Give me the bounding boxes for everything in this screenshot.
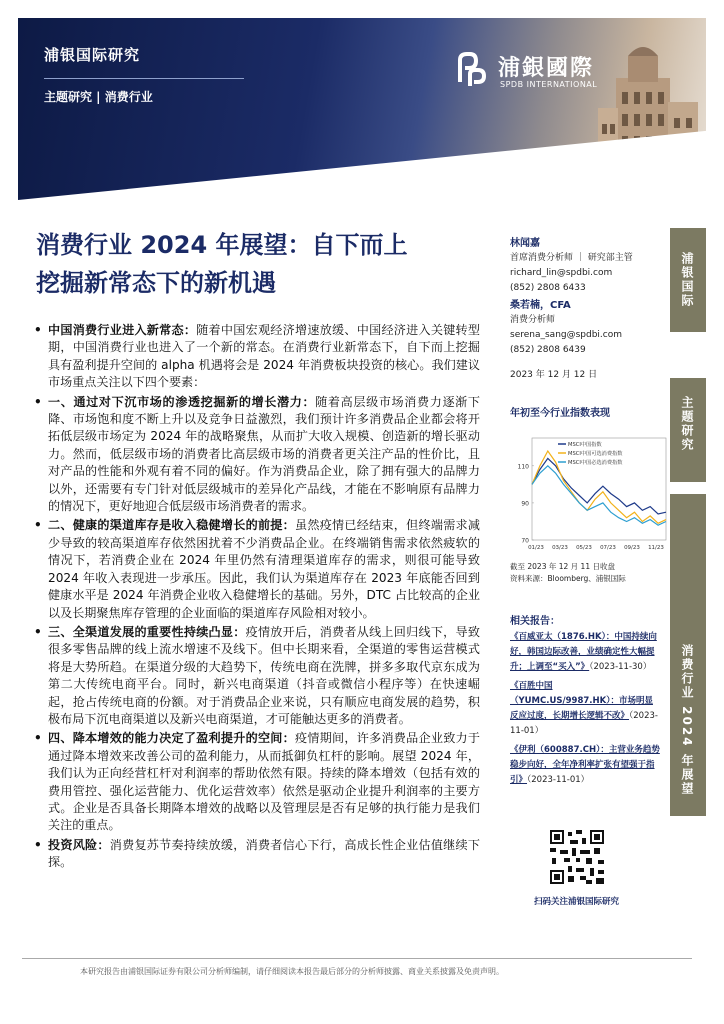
logo-name-cn: 浦銀國際 xyxy=(498,56,595,81)
paragraph-lead: 二、健康的渠道库存是收入稳健增长的前提： xyxy=(48,518,295,533)
summary-paragraph xyxy=(34,322,480,392)
disclaimer-footer: 本研究报告由浦银国际证券有限公司分析师编制，请仔细阅读本报告最后部分的分析师披露、商业关系披露及免责声明。 xyxy=(80,967,504,976)
analyst-name: 桑若楠，CFA xyxy=(510,300,571,311)
side-tab-theme xyxy=(670,494,706,816)
side-label-theme: 消费行业 2024 年展望 xyxy=(680,644,694,796)
legend-label: MSCI中国可选消费指数 xyxy=(568,451,623,457)
summary-paragraph xyxy=(34,624,480,728)
header-banner xyxy=(18,18,706,200)
y-tick-label: 70 xyxy=(521,537,529,545)
chart-note-source: 资料来源：Bloomberg、浦银国际 xyxy=(510,574,626,583)
bullet-icon: • xyxy=(34,394,42,409)
chart-notes xyxy=(510,561,626,585)
legend-label: MSCI中国必选消费指数 xyxy=(568,460,623,466)
analyst-phone: (852) 2808 6433 xyxy=(510,283,586,293)
bullet-icon: • xyxy=(34,323,42,337)
x-tick-label: 03/23 xyxy=(552,545,568,551)
summary-paragraph xyxy=(34,837,480,872)
x-tick-label: 09/23 xyxy=(624,545,640,551)
side-label-topic: 主题研究 xyxy=(680,396,694,452)
paragraph-text: 随着高层级市场消费力逐渐下降、市场饱和度不断上升以及竞争日益激烈，我们预计许多消费品企业都会将开拓低层级市场定为 2024 年的战略聚焦，从而扩大收入规模、创造新的增长驱动力。然而，低层级市场的消费者比高层级市场的消费者更关注产品的性价比，且对产品的性能和外观有着不同的偏好。作为消费品企业，除了拥有强大的品牌力以外，还需要有专门针对低层级城市的差异化产品线，才能在不影响原有品牌力的情况下，更好地迎合低层级市场消费者的需求。 xyxy=(48,394,480,514)
related-report-item xyxy=(510,630,660,675)
report-category: 主题研究 | 消费行业 xyxy=(44,90,153,104)
legend-label: MSCI中国指数 xyxy=(568,442,602,448)
report-title-line: 挖掘新常态下的新机遇 xyxy=(36,269,276,297)
analyst-role: 消费分析师 xyxy=(510,315,556,325)
report-date: 2023 年 12 月 12 日 xyxy=(510,370,598,380)
paragraph-text: 虽然疫情已经结束，但终端需求减少导致的较高渠道库存依然困扰着不少消费品企业。在终端销售需求依然疲软的情况下，若消费企业在 2024 年里仍然有清理渠道库存的需求，则很可能导致 2024 年收入表现进一步承压。因此，我们认为渠道库存在 2023 年底能否回到健康水平是 2024 年消费企业收入稳健增长的基础。另外，DTC 占比较高的企业以及长期聚焦库存管理的企业面临的渠道库存风险相对较小。 xyxy=(48,518,480,620)
analyst-role: 首席消费分析师 ｜ 研究部主管 xyxy=(510,253,633,263)
paragraph-text: 疫情放开后，消费者从线上回归线下，导致很多零售品牌的线上流水增速不及线下。但中长期来看，全渠道的零售运营模式将是大势所趋。在渠道分级的大趋势下，传统电商在洗牌，拼多多取代京东成为第二大传统电商平台。同时，新兴电商渠道（抖音或微信小程序等）在快速崛起，抢占传统电商的份额。对于消费品企业来说，只有顺应电商发展的趋势，积极布局下沉电商渠道以及新兴电商渠道，才可能触达更多的消费者。 xyxy=(48,624,480,726)
paragraph-lead: 投资风险： xyxy=(48,837,110,852)
summary-paragraph xyxy=(34,730,480,834)
analyst-name: 林闻嘉 xyxy=(510,238,540,249)
paragraph-text: 疫情期间，许多消费品企业致力于通过降本增效来改善公司的盈利能力，从而抵御负杠杆的影响。展望 2024 年，我们认为正向经营杠杆对利润率的帮助依然有限。持续的降本增效（包括有效的费用管控、强化运营能力、优化运营效率）依然是驱动企业提升利润率的主要方式。企业是否具备长期降本增效的战略以及管理层是否有足够的执行能力是我们关注的重点。 xyxy=(48,731,480,833)
footer-divider xyxy=(22,958,692,959)
report-title-line: 消费行业 2024 年展望：自下而上 xyxy=(36,231,408,259)
related-report-date: （2023-11-01） xyxy=(510,711,658,736)
bullet-icon: • xyxy=(34,624,42,639)
related-report-link[interactable]: 《百胜中国（YUMC.US/9987.HK）：市场明显反应过度，长期增长逻辑不改》 xyxy=(510,681,653,721)
logo-name-en: SPDB INTERNATIONAL xyxy=(500,80,598,89)
related-report-link[interactable]: 《伊利（600887.CH）：主营业务趋势稳步向好，全年净利率扩张有望强于指引》 xyxy=(510,745,660,785)
x-tick-label: 07/23 xyxy=(600,545,616,551)
y-tick-label: 90 xyxy=(521,500,529,508)
qr-code-icon[interactable] xyxy=(548,828,606,886)
bullet-icon: • xyxy=(34,518,42,533)
related-report-date: （2023-11-30） xyxy=(589,662,652,672)
x-tick-label: 05/23 xyxy=(576,545,592,551)
paragraph-lead: 三、全渠道发展的重要性持续凸显： xyxy=(48,624,246,639)
related-report-link[interactable]: 《百威亚太（1876.HK）：中国持续向好，韩国边际改善，业绩确定性大幅提升；上调至“买入”》 xyxy=(510,632,657,672)
paragraph-lead: 中国消费行业进入新常态： xyxy=(48,323,197,337)
report-title xyxy=(36,226,496,302)
related-reports-list xyxy=(510,630,660,792)
series-line xyxy=(532,458,666,514)
side-tab-brand xyxy=(670,228,706,332)
bullet-icon: • xyxy=(34,731,42,746)
paragraph-text: 随着中国宏观经济增速放缓、中国经济进入关键转型期，中国消费行业也进入了一个新的常态。在消费行业新常态下，自下而上挖掘具有盈利提升空间的 alpha 机遇将会是 2024 年消费板块投资的核心。我们建议市场重点关注以下四个要素： xyxy=(48,323,480,390)
side-label-brand: 浦银国际 xyxy=(680,252,694,308)
related-reports-title: 相关报告： xyxy=(510,616,560,627)
paragraph-lead: 四、降本增效的能力决定了盈利提升的空间： xyxy=(48,731,295,746)
analyst-phone: (852) 2808 6439 xyxy=(510,345,586,355)
brand-divider xyxy=(44,78,244,79)
chart-note-date: 截至 2023 年 12 月 11 日收盘 xyxy=(510,562,615,571)
paragraph-text: 消费复苏节奏持续放缓，消费者信心下行，高成长性企业估值继续下探。 xyxy=(48,837,480,870)
spdb-logo-icon xyxy=(456,52,486,88)
analyst-email[interactable]: serena_sang@spdbi.com xyxy=(510,330,623,340)
related-report-item xyxy=(510,743,660,788)
y-tick-label: 110 xyxy=(517,463,529,471)
x-tick-label: 11/23 xyxy=(648,545,664,551)
analyst-email[interactable]: richard_lin@spdbi.com xyxy=(510,268,613,278)
side-tab-topic xyxy=(670,378,706,482)
chart-title: 年初至今行业指数表现 xyxy=(510,408,610,419)
bullet-icon: • xyxy=(34,837,42,852)
summary-paragraph xyxy=(34,517,480,621)
related-report-item xyxy=(510,679,660,739)
paragraph-lead: 一、通过对下沉市场的渗透挖掘新的增长潜力： xyxy=(48,394,316,409)
brand-name: 浦银国际研究 xyxy=(44,46,141,64)
analyst-info xyxy=(510,236,660,383)
summary-paragraph xyxy=(34,394,480,516)
x-tick-label: 01/23 xyxy=(528,545,544,551)
summary-section xyxy=(34,322,480,874)
related-report-date: （2023-11-01） xyxy=(527,775,590,785)
index-performance-chart xyxy=(510,432,670,557)
qr-caption: 扫码关注浦银国际研究 xyxy=(534,897,620,907)
